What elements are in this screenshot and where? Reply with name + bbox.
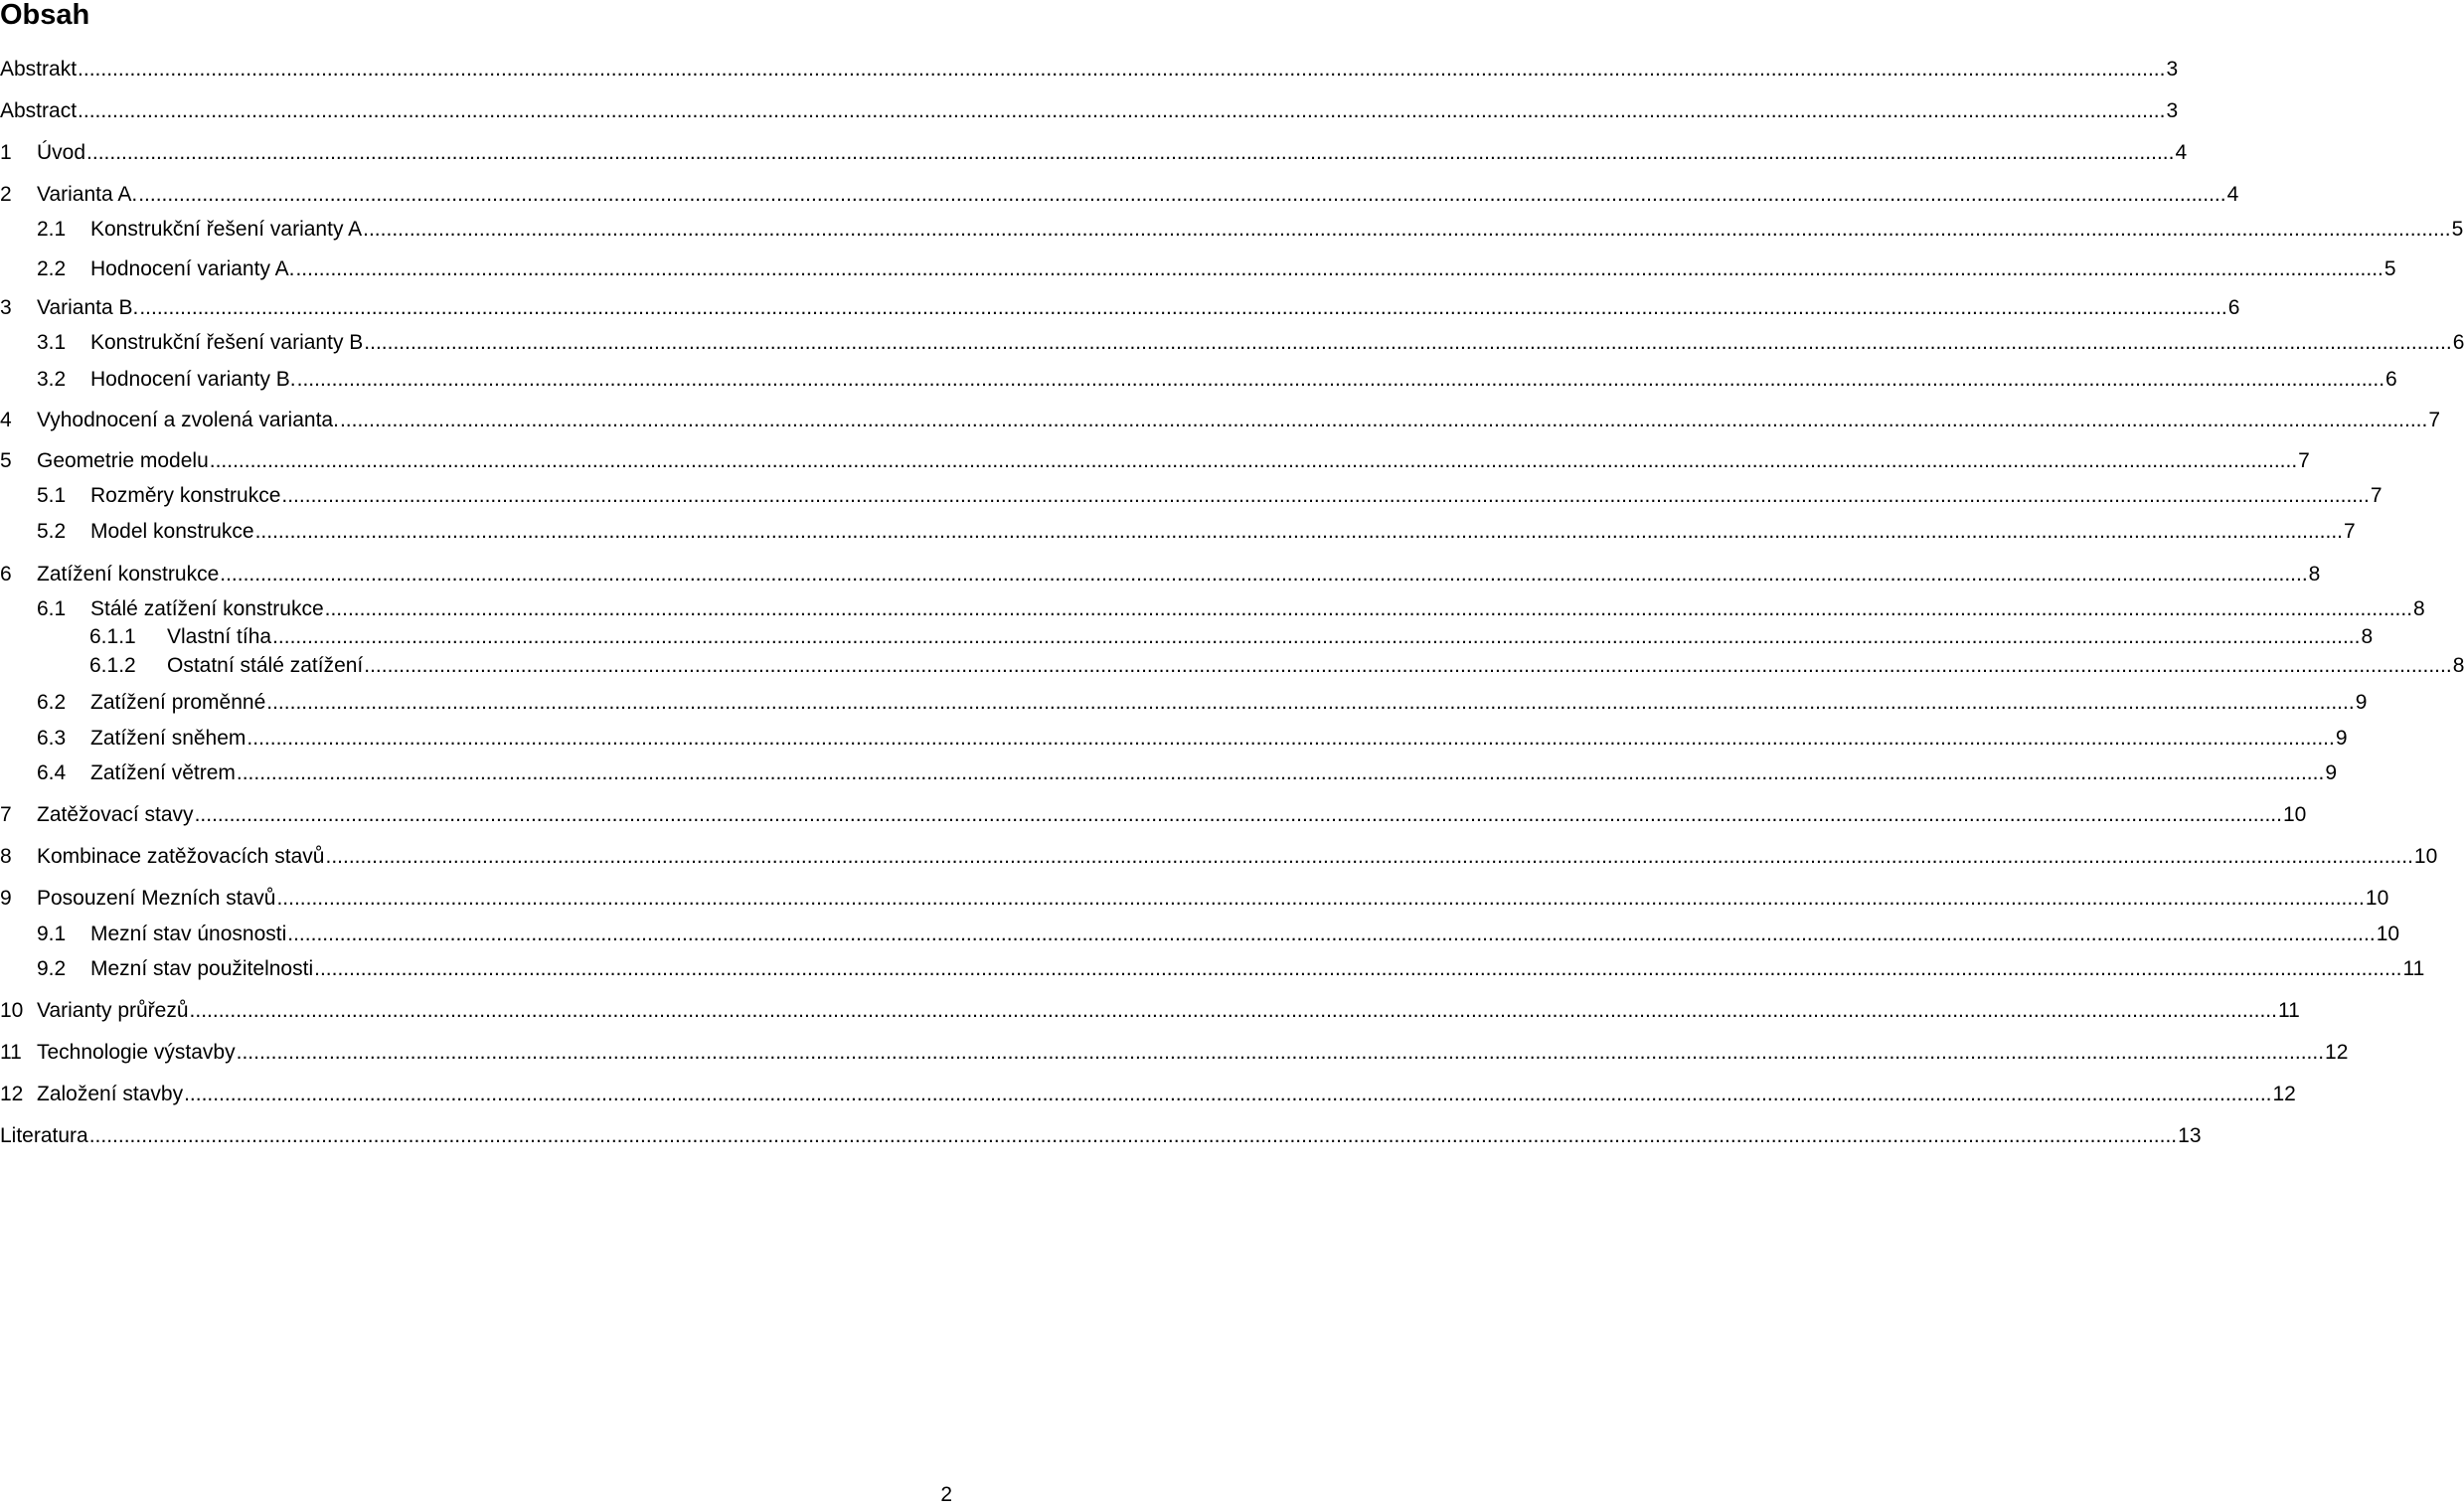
dot-leader [364,328,2451,358]
toc-entry-number: 5 [0,449,12,472]
toc-entry-title: Ostatní stálé zatížení [167,654,364,677]
toc-entry-title: Literatura [0,1124,88,1147]
toc-entry[interactable] [37,365,2397,395]
toc-entry-number: 9.2 [37,957,67,980]
toc-entry-title: Varianta B. [37,296,139,319]
toc-entry-number: 11 [0,1041,22,1064]
dot-leader [287,920,2375,949]
toc-entry[interactable] [0,800,2307,830]
toc-entry-page: 10 [2282,803,2307,826]
toc-entry-number: 5.2 [37,520,67,543]
toc-entry-number: 2.2 [37,257,67,280]
toc-entry-number: 6.1.2 [89,654,136,677]
dot-leader [276,884,2364,914]
toc-entry-title: Hodnocení varianty A. [90,257,295,280]
page-number: 2 [940,1483,952,1506]
toc-entry-page: 5 [2451,218,2464,241]
toc-entry-title: Zatížení proměnné [90,691,266,714]
dot-leader [86,138,2174,168]
dot-leader [184,1080,2271,1109]
toc-entry-title: Mezní stav použitelnosti [90,957,314,980]
dot-leader [272,622,2360,652]
toc-entry[interactable] [0,560,2321,589]
toc-entry[interactable] [37,481,2382,511]
toc-entry-number: 9 [0,887,12,910]
toc-entry-page: 11 [2277,999,2300,1022]
toc-entry[interactable] [0,884,2389,914]
toc-entry-number: 6.3 [37,727,67,750]
toc-entry-page: 10 [2376,923,2400,945]
dot-leader [220,560,2307,589]
toc-entry-page: 13 [2178,1124,2202,1147]
toc-entry[interactable] [0,55,2179,84]
toc-entry[interactable] [37,688,2368,718]
toc-entry-page: 8 [2452,654,2464,677]
dot-leader [281,481,2369,511]
toc-entry[interactable] [37,215,2464,245]
toc-entry-number: 3 [0,296,12,319]
toc-entry-page: 7 [2344,520,2356,543]
toc-entry[interactable] [89,622,2374,652]
toc-entry-title: Mezní stav únosnosti [90,923,287,945]
toc-entry-number: 2 [0,183,12,206]
toc-entry-page: 8 [2413,597,2425,620]
toc-entry-title: Abstract [0,99,78,122]
toc-entry-page: 11 [2402,957,2425,980]
dot-leader [266,688,2354,718]
toc-entry-title: Konstrukční řešení varianty B [90,331,364,354]
dot-leader [78,96,2165,126]
toc-entry-number: 4 [0,409,12,431]
toc-entry-title: Hodnocení varianty B. [90,368,296,391]
toc-entry[interactable] [0,1121,2202,1151]
dot-leader [139,293,2226,323]
toc-entry[interactable] [0,996,2300,1026]
toc-entry[interactable] [37,920,2400,949]
toc-entry[interactable] [0,293,2240,323]
toc-entry-title: Vlastní tíha [167,625,272,648]
toc-entry-page: 9 [2335,727,2348,750]
toc-entry-page: 6 [2385,368,2397,391]
toc-entry[interactable] [0,180,2239,210]
dot-leader [237,758,2324,788]
toc-entry-title: Konstrukční řešení varianty A [90,218,363,241]
toc-entry-title: Rozměry konstrukce [90,484,281,507]
toc-entry-number: 6 [0,563,12,586]
toc-entry[interactable] [37,724,2348,754]
toc-entry-page: 3 [2166,58,2179,81]
dot-leader [363,215,2450,245]
toc-entry-page: 6 [2452,331,2464,354]
toc-entry-title: Geometrie modelu [37,449,209,472]
toc-entry[interactable] [0,1038,2349,1068]
toc-entry-number: 2.1 [37,218,67,241]
toc-entry-page: 12 [2272,1083,2296,1105]
dot-leader [297,365,2384,395]
toc-entry-page: 4 [2175,141,2188,164]
dot-leader [78,55,2165,84]
toc-entry-title: Posouzení Mezních stavů [37,887,276,910]
toc-entry-page: 5 [2383,257,2396,280]
toc-entry-page: 10 [2413,845,2438,868]
toc-entry-title: Stálé zatížení konstrukce [90,597,324,620]
toc-entry-page: 9 [2355,691,2368,714]
toc-entry[interactable] [0,446,2310,476]
toc-entry-number: 3.2 [37,368,67,391]
toc-entry-number: 10 [0,999,24,1022]
dot-leader [295,254,2382,284]
toc-entry-number: 12 [0,1083,24,1105]
toc-entry[interactable] [37,328,2464,358]
toc-entry[interactable] [89,651,2464,681]
toc-entry[interactable] [0,1080,2296,1109]
dot-leader [326,842,2413,872]
dot-leader [246,724,2334,754]
toc-entry-page: 6 [2227,296,2240,319]
toc-entry-page: 8 [2361,625,2374,648]
toc-entry[interactable] [37,758,2337,788]
toc-entry-page: 3 [2166,99,2179,122]
toc-entry-number: 1 [0,141,12,164]
toc-entry-title: Technologie výstavby [37,1041,236,1064]
toc-entry-title: Zatížení větrem [90,761,236,784]
toc-entry-number: 6.4 [37,761,67,784]
toc-entry-number: 5.1 [37,484,67,507]
dot-leader [325,594,2412,624]
dot-leader [195,800,2282,830]
dot-leader [210,446,2297,476]
toc-entry-page: 7 [2298,449,2310,472]
toc-entry-number: 6.2 [37,691,67,714]
dot-leader [314,954,2401,984]
toc-entry-number: 9.1 [37,923,67,945]
toc-entry-title: Kombinace zatěžovacích stavů [37,845,325,868]
dot-leader [89,1121,2177,1151]
dot-leader [340,406,2427,435]
toc-entry-page: 9 [2325,761,2337,784]
toc-title: Obsah [0,0,90,31]
toc-entry[interactable] [0,842,2438,872]
toc-entry-page: 7 [2370,484,2382,507]
toc-entry[interactable] [37,254,2396,284]
toc-entry-title: Založení stavby [37,1083,184,1105]
toc-entry-number: 6.1 [37,597,67,620]
dot-leader [255,517,2343,547]
toc-entry-page: 7 [2428,409,2441,431]
toc-entry-title: Varianta A. [37,183,138,206]
toc-entry-number: 8 [0,845,12,868]
toc-entry[interactable] [37,594,2425,624]
toc-entry[interactable] [37,517,2356,547]
toc-entry-title: Vyhodnocení a zvolená varianta. [37,409,339,431]
dot-leader [237,1038,2324,1068]
toc-entry[interactable] [0,138,2188,168]
dot-leader [364,651,2451,681]
toc-entry-title: Model konstrukce [90,520,254,543]
toc-entry-title: Zatěžovací stavy [37,803,194,826]
toc-entry-title: Abstrakt [0,58,78,81]
toc-entry[interactable] [37,954,2425,984]
toc-entry[interactable] [0,406,2441,435]
toc-entry-title: Zatížení sněhem [90,727,246,750]
toc-entry-number: 3.1 [37,331,67,354]
toc-entry-title: Zatížení konstrukce [37,563,220,586]
toc-entry-number: 7 [0,803,12,826]
toc-entry-number: 6.1.1 [89,625,136,648]
toc-entry-title: Varianty průřezů [37,999,189,1022]
dot-leader [138,180,2225,210]
toc-entry-page: 4 [2226,183,2239,206]
toc-entry-page: 12 [2325,1041,2349,1064]
toc-entry-title: Úvod [37,141,86,164]
toc-entry[interactable] [0,96,2179,126]
toc-entry-page: 10 [2365,887,2389,910]
toc-entry-page: 8 [2308,563,2321,586]
dot-leader [190,996,2277,1026]
